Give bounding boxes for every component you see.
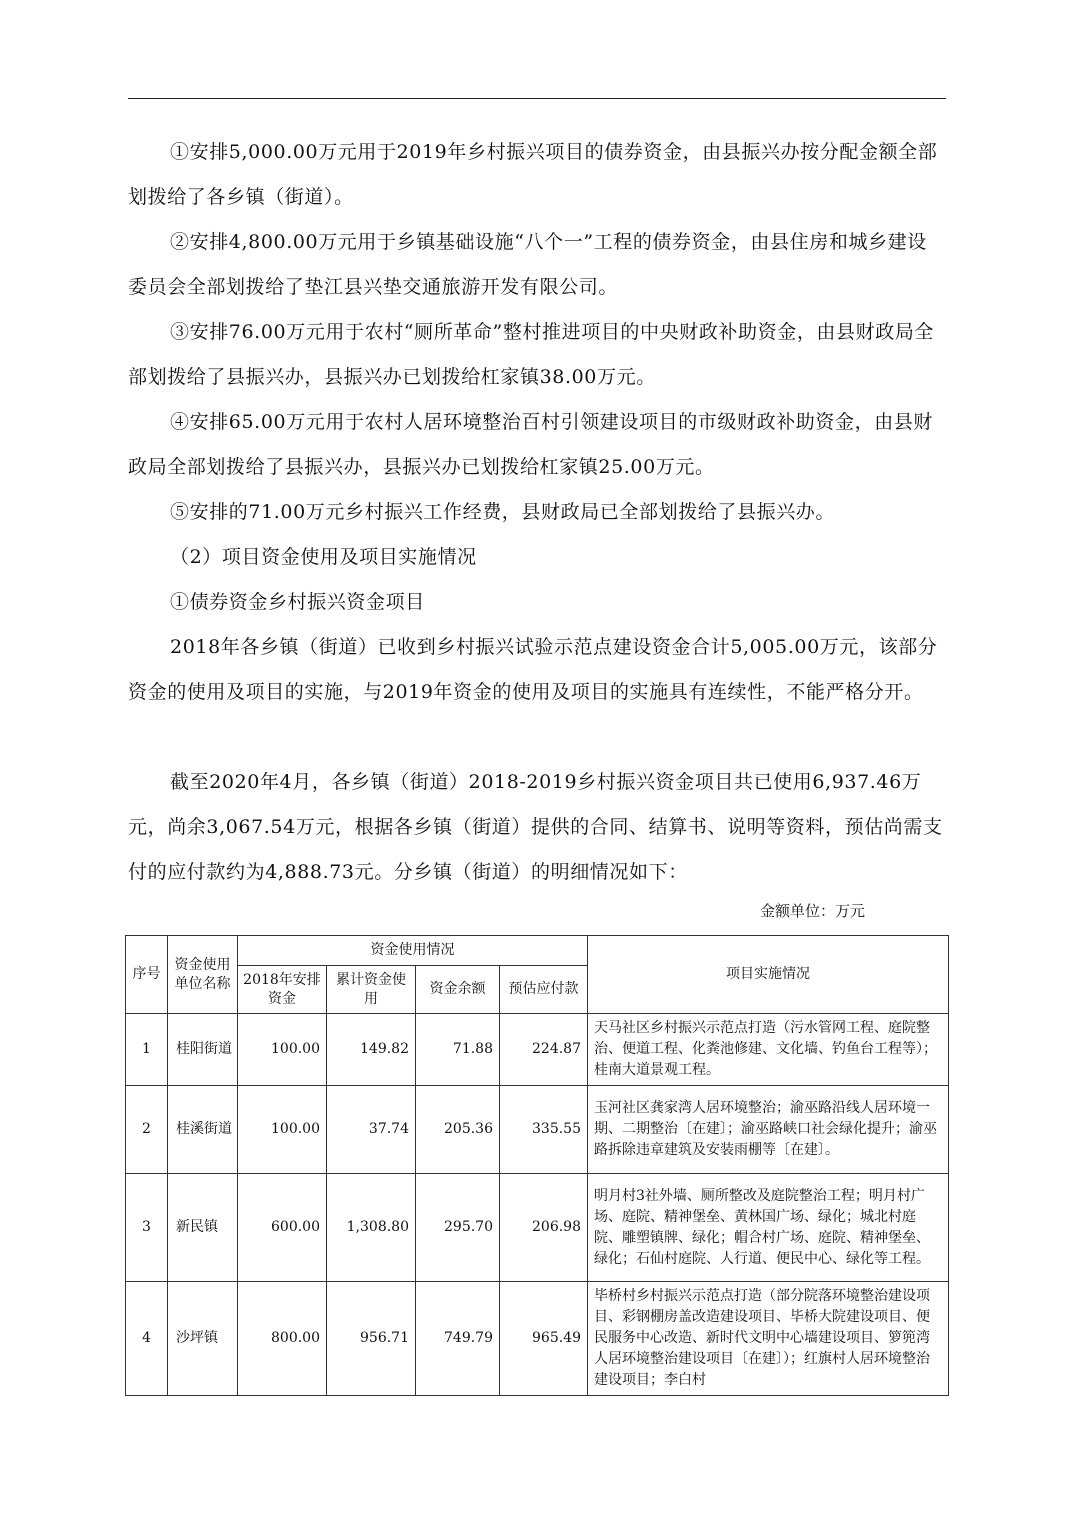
cell-alloc: 100.00: [238, 1086, 327, 1174]
cell-used: 149.82: [327, 1014, 416, 1086]
cell-used: 956.71: [327, 1282, 416, 1396]
cell-unit: 沙坪镇: [168, 1282, 238, 1396]
paragraph-6: 2018年各乡镇（街道）已收到乡村振兴试验示范点建设资金合计5,005.00万元，该部分资金的使用及项目的实施，与2019年资金的使用及项目的实施具有连续性，不能严格分开。: [128, 636, 938, 703]
cell-payable: 206.98: [500, 1174, 588, 1282]
header-seq: 序号: [126, 936, 168, 1014]
cell-balance: 71.88: [416, 1014, 500, 1086]
cell-impl: 毕桥村乡村振兴示范点打造（部分院落环境整治建设项目、彩钢棚房盖改造建设项目、毕桥大院建设项目、便民服务中心改造、新时代文明中心墙建设项目、箩篼湾人居环境整治建设项目〔在建〕）；红旗村人居环境整治建设项目；李白村: [588, 1282, 949, 1396]
paragraph-3: ③安排76.00万元用于农村“厕所革命”整村推进项目的中央财政补助资金，由县财政局全部划拨给了县振兴办，县振兴办已划拨给杠家镇38.00万元。: [128, 321, 935, 388]
section-heading: （2）项目资金使用及项目实施情况: [170, 546, 477, 568]
header-usage-group: 资金使用情况: [238, 936, 588, 966]
table-row: [126, 1014, 949, 1086]
cell-payable: 224.87: [500, 1014, 588, 1086]
cell-impl: 玉河社区龚家湾人居环境整治；渝巫路沿线人居环境一期、二期整治〔在建〕；渝巫路峡口社会绿化提升；渝巫路拆除违章建筑及安装雨棚等〔在建〕。: [588, 1086, 949, 1174]
paragraph-2: ②安排4,800.00万元用于乡镇基础设施“八个一”工程的债券资金，由县住房和城乡建设委员会全部划拨给了垫江县兴垫交通旅游开发有限公司。: [128, 231, 927, 298]
cell-unit: 新民镇: [168, 1174, 238, 1282]
header-rule: [128, 98, 946, 99]
paragraph-5: ⑤安排的71.00万元乡村振兴工作经费，县财政局已全部划拨给了县振兴办。: [170, 501, 835, 523]
subsection-heading: ①债券资金乡村振兴资金项目: [170, 591, 425, 613]
cell-used: 37.74: [327, 1086, 416, 1174]
cell-unit: 桂阳街道: [168, 1014, 238, 1086]
cell-alloc: 100.00: [238, 1014, 327, 1086]
header-alloc: 2018年安排资金: [238, 966, 327, 1014]
cell-payable: 965.49: [500, 1282, 588, 1396]
cell-impl: 天马社区乡村振兴示范点打造（污水管网工程、庭院整治、便道工程、化粪池修建、文化墙、钓鱼台工程等）；桂南大道景观工程。: [588, 1014, 949, 1086]
cell-alloc: 800.00: [238, 1282, 327, 1396]
cell-alloc: 600.00: [238, 1174, 327, 1282]
table-row: [126, 1282, 949, 1396]
header-unit: 资金使用单位名称: [168, 936, 238, 1014]
cell-impl: 明月村3社外墙、厕所整改及庭院整治工程；明月村广场、庭院、精神堡垒、黄林国广场、绿化；城北村庭院、雕塑镇牌、绿化；帽合村广场、庭院、精神堡垒、绿化；石仙村庭院、人行道、便民中心、绿化等工程。: [588, 1174, 949, 1282]
amount-unit-note: 金额单位：万元: [760, 902, 866, 920]
cell-seq: 3: [126, 1174, 168, 1282]
header-used: 累计资金使用: [327, 966, 416, 1014]
header-balance: 资金余额: [416, 966, 500, 1014]
cell-balance: 295.70: [416, 1174, 500, 1282]
fund-usage-table: [125, 935, 949, 1396]
paragraph-7: 截至2020年4月，各乡镇（街道）2018-2019乡村振兴资金项目共已使用6,937.46万元，尚余3,067.54万元，根据各乡镇（街道）提供的合同、结算书、说明等资料，预估尚需支付的应付款约为4,888.73元。分乡镇（街道）的明细情况如下：: [128, 771, 943, 883]
cell-balance: 749.79: [416, 1282, 500, 1396]
table-row: [126, 1174, 949, 1282]
cell-balance: 205.36: [416, 1086, 500, 1174]
cell-payable: 335.55: [500, 1086, 588, 1174]
cell-seq: 1: [126, 1014, 168, 1086]
cell-seq: 2: [126, 1086, 168, 1174]
cell-seq: 4: [126, 1282, 168, 1396]
cell-unit: 桂溪街道: [168, 1086, 238, 1174]
header-payable: 预估应付款: [500, 966, 588, 1014]
paragraph-4: ④安排65.00万元用于农村人居环境整治百村引领建设项目的市级财政补助资金，由县财政局全部划拨给了县振兴办，县振兴办已划拨给杠家镇25.00万元。: [128, 411, 933, 478]
cell-used: 1,308.80: [327, 1174, 416, 1282]
paragraph-1: ①安排5,000.00万元用于2019年乡村振兴项目的债券资金，由县振兴办按分配金额全部划拨给了各乡镇（街道）。: [128, 141, 938, 208]
table-row: [126, 1086, 949, 1174]
header-impl: 项目实施情况: [588, 936, 949, 1014]
